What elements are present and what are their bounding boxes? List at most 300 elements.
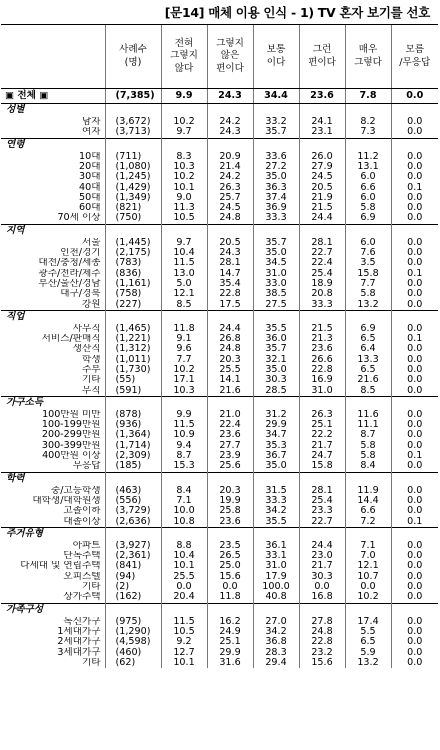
empty-cell bbox=[345, 527, 391, 541]
value-cell: 7.7 bbox=[161, 355, 207, 365]
table-row bbox=[1, 551, 438, 561]
sample-size: (836) bbox=[105, 269, 161, 279]
value-cell: 25.5 bbox=[207, 365, 253, 375]
table-row bbox=[1, 386, 438, 397]
value-cell: 23.0 bbox=[299, 551, 345, 561]
row-label: 주부 bbox=[81, 364, 101, 375]
value-cell: 23.9 bbox=[207, 451, 253, 461]
empty-cell bbox=[253, 224, 299, 238]
value-cell: 0.0 bbox=[391, 279, 438, 289]
table-row bbox=[1, 334, 438, 344]
table-row bbox=[1, 162, 438, 172]
empty-cell bbox=[345, 138, 391, 152]
table-row bbox=[1, 324, 438, 334]
value-cell: 7.6 bbox=[345, 248, 391, 258]
value-cell: 24.3 bbox=[207, 127, 253, 138]
value-cell: 9.7 bbox=[161, 127, 207, 138]
table-row bbox=[1, 152, 438, 162]
sample-size: (2,309) bbox=[105, 451, 161, 461]
row-label: 기타 bbox=[81, 375, 101, 386]
value-cell: 25.5 bbox=[161, 572, 207, 582]
row-label: 대학생/대학원생 bbox=[32, 495, 101, 506]
row-label: 1세대가구 bbox=[57, 626, 101, 637]
value-cell: 24.5 bbox=[299, 172, 345, 182]
value-cell: 25.1 bbox=[299, 420, 345, 430]
empty-cell bbox=[253, 603, 299, 617]
value-cell: 26.3 bbox=[207, 182, 253, 192]
value-cell: 0.0 bbox=[391, 117, 438, 127]
empty-cell bbox=[391, 224, 438, 238]
sample-size: (1,221) bbox=[105, 334, 161, 344]
value-cell: 24.3 bbox=[207, 248, 253, 258]
row-label: 기타 bbox=[81, 581, 101, 593]
value-cell: 11.1 bbox=[345, 420, 391, 430]
value-cell: 35.7 bbox=[253, 344, 299, 354]
empty-cell bbox=[299, 527, 345, 541]
value-cell: 10.4 bbox=[161, 551, 207, 561]
value-cell: 21.0 bbox=[207, 410, 253, 420]
value-cell: 33.3 bbox=[299, 299, 345, 310]
value-cell: 0.0 bbox=[391, 365, 438, 375]
sample-size: (1,290) bbox=[105, 627, 161, 637]
value-cell: 0.1 bbox=[391, 269, 438, 279]
value-cell: 9.4 bbox=[161, 441, 207, 451]
value-cell: 27.0 bbox=[253, 617, 299, 627]
empty-cell bbox=[345, 472, 391, 486]
value-cell: 7.3 bbox=[345, 127, 391, 138]
value-cell: 0.0 bbox=[391, 551, 438, 561]
value-cell: 6.5 bbox=[345, 637, 391, 647]
value-cell: 10.3 bbox=[161, 162, 207, 172]
value-cell: 37.4 bbox=[253, 193, 299, 203]
value-cell: 8.8 bbox=[161, 541, 207, 551]
sample-size: (1,445) bbox=[105, 238, 161, 248]
table-row bbox=[1, 375, 438, 385]
table-body bbox=[1, 89, 438, 669]
row-label: 400만원 이상 bbox=[42, 451, 101, 462]
table-row bbox=[1, 617, 438, 627]
section-header-row bbox=[1, 138, 438, 152]
value-cell: 28.3 bbox=[253, 647, 299, 657]
value-cell: 10.1 bbox=[161, 658, 207, 668]
sample-size: (1,312) bbox=[105, 344, 161, 354]
value-cell: 15.6 bbox=[207, 572, 253, 582]
row-label: 기타 bbox=[81, 657, 101, 668]
value-cell: 35.7 bbox=[253, 127, 299, 138]
value-cell: 13.2 bbox=[345, 658, 391, 668]
sample-size: (1,364) bbox=[105, 430, 161, 440]
sample-size: (841) bbox=[105, 561, 161, 571]
sample-size: (1,349) bbox=[105, 193, 161, 203]
value-cell: 6.0 bbox=[345, 172, 391, 182]
value-cell: 0.0 bbox=[391, 258, 438, 268]
value-cell: 0.0 bbox=[391, 582, 438, 592]
value-cell: 0.0 bbox=[391, 410, 438, 420]
value-cell: 21.6 bbox=[345, 375, 391, 385]
value-cell: 22.4 bbox=[299, 258, 345, 268]
value-cell: 0.0 bbox=[391, 461, 438, 472]
value-cell: 20.8 bbox=[299, 289, 345, 299]
empty-cell bbox=[105, 396, 161, 410]
total-value: 34.4 bbox=[253, 89, 299, 104]
value-cell: 7.7 bbox=[345, 279, 391, 289]
empty-cell bbox=[391, 603, 438, 617]
value-cell: 16.9 bbox=[299, 375, 345, 385]
value-cell: 31.0 bbox=[253, 561, 299, 571]
value-cell: 0.0 bbox=[161, 582, 207, 592]
header-row bbox=[1, 25, 438, 89]
row-label: 아파트 bbox=[72, 540, 101, 551]
table-row bbox=[1, 117, 438, 127]
value-cell: 22.8 bbox=[207, 289, 253, 299]
table-row bbox=[1, 410, 438, 420]
value-cell: 8.3 bbox=[161, 152, 207, 162]
table-row bbox=[1, 344, 438, 354]
value-cell: 0.1 bbox=[391, 451, 438, 461]
value-cell: 27.5 bbox=[253, 299, 299, 310]
row-label: 2세대가구 bbox=[57, 637, 101, 648]
value-cell: 16.8 bbox=[299, 592, 345, 603]
table-row bbox=[1, 637, 438, 647]
sample-size: (463) bbox=[105, 486, 161, 496]
value-cell: 5.9 bbox=[345, 647, 391, 657]
value-cell: 25.6 bbox=[207, 461, 253, 472]
sample-size: (783) bbox=[105, 258, 161, 268]
sample-size: (1,080) bbox=[105, 162, 161, 172]
value-cell: 10.4 bbox=[161, 248, 207, 258]
empty-cell bbox=[253, 472, 299, 486]
value-cell: 23.3 bbox=[299, 506, 345, 516]
row-label: 20대 bbox=[79, 161, 101, 172]
value-cell: 7.0 bbox=[345, 551, 391, 561]
value-cell: 11.2 bbox=[345, 152, 391, 162]
sample-size: (711) bbox=[105, 152, 161, 162]
value-cell: 6.5 bbox=[345, 334, 391, 344]
value-cell: 0.0 bbox=[391, 324, 438, 334]
empty-cell bbox=[105, 310, 161, 324]
value-cell: 0.0 bbox=[299, 582, 345, 592]
section-title: 가족구성 bbox=[1, 603, 105, 617]
value-cell: 16.2 bbox=[207, 617, 253, 627]
value-cell: 8.5 bbox=[161, 299, 207, 310]
value-cell: 27.2 bbox=[253, 162, 299, 172]
value-cell: 100.0 bbox=[253, 582, 299, 592]
empty-cell bbox=[299, 224, 345, 238]
value-cell: 0.0 bbox=[391, 152, 438, 162]
section-header-row bbox=[1, 603, 438, 617]
value-cell: 8.4 bbox=[161, 486, 207, 496]
value-cell: 23.6 bbox=[207, 517, 253, 528]
value-cell: 19.9 bbox=[207, 496, 253, 506]
table-row bbox=[1, 517, 438, 528]
sample-size: (556) bbox=[105, 496, 161, 506]
value-cell: 0.0 bbox=[391, 203, 438, 213]
sample-size: (2,175) bbox=[105, 248, 161, 258]
value-cell: 0.0 bbox=[207, 582, 253, 592]
empty-cell bbox=[105, 104, 161, 118]
empty-cell bbox=[105, 472, 161, 486]
value-cell: 9.2 bbox=[161, 637, 207, 647]
table-row bbox=[1, 572, 438, 582]
sample-size: (1,714) bbox=[105, 441, 161, 451]
value-cell: 24.7 bbox=[299, 451, 345, 461]
value-cell: 18.9 bbox=[299, 279, 345, 289]
value-cell: 10.0 bbox=[161, 506, 207, 516]
empty-cell bbox=[253, 138, 299, 152]
table-row bbox=[1, 182, 438, 192]
value-cell: 25.7 bbox=[207, 193, 253, 203]
row-label: 강원 bbox=[81, 299, 101, 310]
section-title: 주거유형 bbox=[1, 527, 105, 541]
sample-size: (62) bbox=[105, 658, 161, 668]
value-cell: 5.8 bbox=[345, 441, 391, 451]
table-row bbox=[1, 203, 438, 213]
table-row bbox=[1, 299, 438, 310]
empty-cell bbox=[253, 527, 299, 541]
table-row bbox=[1, 647, 438, 657]
value-cell: 33.3 bbox=[253, 213, 299, 224]
value-cell: 9.1 bbox=[161, 334, 207, 344]
value-cell: 11.3 bbox=[161, 203, 207, 213]
value-cell: 0.1 bbox=[391, 182, 438, 192]
value-cell: 5.0 bbox=[161, 279, 207, 289]
section-header-row bbox=[1, 104, 438, 118]
value-cell: 26.8 bbox=[207, 334, 253, 344]
value-cell: 0.0 bbox=[391, 486, 438, 496]
empty-cell bbox=[345, 224, 391, 238]
value-cell: 31.0 bbox=[253, 269, 299, 279]
value-cell: 11.6 bbox=[345, 410, 391, 420]
value-cell: 0.0 bbox=[391, 238, 438, 248]
row-label: 대전/충청/세종 bbox=[38, 258, 101, 269]
value-cell: 21.7 bbox=[299, 441, 345, 451]
value-cell: 34.7 bbox=[253, 430, 299, 440]
value-cell: 0.0 bbox=[391, 127, 438, 138]
value-cell: 0.0 bbox=[345, 582, 391, 592]
empty-cell bbox=[391, 396, 438, 410]
row-label: 서비스/판매직 bbox=[41, 334, 101, 345]
value-cell: 0.0 bbox=[391, 572, 438, 582]
value-cell: 6.0 bbox=[345, 193, 391, 203]
value-cell: 22.2 bbox=[299, 430, 345, 440]
value-cell: 35.0 bbox=[253, 365, 299, 375]
empty-cell bbox=[299, 104, 345, 118]
table-row bbox=[1, 127, 438, 138]
empty-cell bbox=[161, 603, 207, 617]
empty-cell bbox=[345, 104, 391, 118]
table-row bbox=[1, 541, 438, 551]
value-cell: 0.0 bbox=[391, 172, 438, 182]
row-label: 100만원 미만 bbox=[42, 409, 101, 420]
empty-cell bbox=[299, 396, 345, 410]
value-cell: 28.1 bbox=[207, 258, 253, 268]
row-label: 10대 bbox=[79, 151, 101, 162]
value-cell: 36.3 bbox=[253, 182, 299, 192]
table-row bbox=[1, 658, 438, 668]
value-cell: 10.2 bbox=[345, 592, 391, 603]
value-cell: 12.1 bbox=[161, 289, 207, 299]
value-cell: 0.0 bbox=[391, 637, 438, 647]
row-label: 단독주택 bbox=[63, 551, 101, 562]
total-value: 7.8 bbox=[345, 89, 391, 104]
value-cell: 33.1 bbox=[253, 551, 299, 561]
table-row bbox=[1, 365, 438, 375]
value-cell: 13.1 bbox=[345, 162, 391, 172]
value-cell: 31.5 bbox=[253, 486, 299, 496]
table-row bbox=[1, 355, 438, 365]
value-cell: 23.5 bbox=[207, 541, 253, 551]
sample-size: (3,729) bbox=[105, 506, 161, 516]
value-cell: 6.5 bbox=[345, 365, 391, 375]
empty-cell bbox=[161, 310, 207, 324]
section-header-row bbox=[1, 224, 438, 238]
value-cell: 25.4 bbox=[299, 496, 345, 506]
row-label: 독신가구 bbox=[63, 616, 101, 627]
empty-cell bbox=[299, 472, 345, 486]
empty-cell bbox=[207, 104, 253, 118]
row-label: 100-199만원 bbox=[41, 420, 101, 431]
value-cell: 0.0 bbox=[391, 386, 438, 397]
value-cell: 6.9 bbox=[345, 213, 391, 224]
value-cell: 29.9 bbox=[253, 420, 299, 430]
sample-size: (1,245) bbox=[105, 172, 161, 182]
empty-cell bbox=[391, 104, 438, 118]
table-row bbox=[1, 451, 438, 461]
empty-cell bbox=[105, 603, 161, 617]
value-cell: 0.0 bbox=[391, 344, 438, 354]
value-cell: 35.4 bbox=[207, 279, 253, 289]
empty-cell bbox=[345, 396, 391, 410]
row-label: 여자 bbox=[81, 127, 101, 138]
value-cell: 0.0 bbox=[391, 299, 438, 310]
value-cell: 24.9 bbox=[207, 627, 253, 637]
value-cell: 13.0 bbox=[161, 269, 207, 279]
value-cell: 21.5 bbox=[299, 324, 345, 334]
value-cell: 10.8 bbox=[161, 517, 207, 528]
value-cell: 0.0 bbox=[391, 193, 438, 203]
value-cell: 13.2 bbox=[345, 299, 391, 310]
empty-cell bbox=[161, 472, 207, 486]
sample-size: (3,713) bbox=[105, 127, 161, 138]
value-cell: 38.5 bbox=[253, 289, 299, 299]
table-row bbox=[1, 461, 438, 472]
empty-cell bbox=[299, 603, 345, 617]
value-cell: 24.1 bbox=[299, 117, 345, 127]
value-cell: 10.5 bbox=[161, 213, 207, 224]
empty-cell bbox=[253, 310, 299, 324]
empty-cell bbox=[105, 527, 161, 541]
value-cell: 15.6 bbox=[299, 658, 345, 668]
row-label: 사무직 bbox=[72, 323, 101, 334]
sample-size: (975) bbox=[105, 617, 161, 627]
empty-cell bbox=[253, 396, 299, 410]
value-cell: 33.0 bbox=[253, 279, 299, 289]
value-cell: 5.8 bbox=[345, 451, 391, 461]
empty-cell bbox=[391, 310, 438, 324]
value-cell: 20.5 bbox=[299, 182, 345, 192]
total-value: 23.6 bbox=[299, 89, 345, 104]
value-cell: 17.5 bbox=[207, 299, 253, 310]
value-cell: 0.0 bbox=[391, 441, 438, 451]
value-cell: 9.0 bbox=[161, 193, 207, 203]
sample-size: (750) bbox=[105, 213, 161, 224]
value-cell: 10.7 bbox=[345, 572, 391, 582]
row-label: 남자 bbox=[81, 117, 101, 128]
value-cell: 27.8 bbox=[299, 617, 345, 627]
value-cell: 15.3 bbox=[161, 461, 207, 472]
value-cell: 0.0 bbox=[391, 592, 438, 603]
empty-cell bbox=[207, 310, 253, 324]
value-cell: 8.2 bbox=[345, 117, 391, 127]
value-cell: 10.2 bbox=[161, 172, 207, 182]
row-label: 30대 bbox=[79, 172, 101, 183]
value-cell: 21.4 bbox=[207, 162, 253, 172]
value-cell: 35.5 bbox=[253, 517, 299, 528]
value-cell: 6.6 bbox=[345, 182, 391, 192]
section-header-row bbox=[1, 396, 438, 410]
row-label: 대구/경북 bbox=[60, 289, 101, 300]
value-cell: 8.7 bbox=[345, 430, 391, 440]
value-cell: 17.4 bbox=[345, 617, 391, 627]
value-cell: 10.2 bbox=[161, 365, 207, 375]
row-label: 무직 bbox=[81, 385, 101, 396]
value-cell: 34.2 bbox=[253, 627, 299, 637]
value-cell: 36.1 bbox=[253, 541, 299, 551]
row-label: 60대 bbox=[79, 203, 101, 214]
value-cell: 10.2 bbox=[161, 117, 207, 127]
sample-size: (1,011) bbox=[105, 355, 161, 365]
table-row bbox=[1, 582, 438, 592]
value-cell: 24.8 bbox=[299, 627, 345, 637]
value-cell: 7.1 bbox=[161, 496, 207, 506]
table-row bbox=[1, 213, 438, 224]
value-cell: 10.1 bbox=[161, 182, 207, 192]
sample-size: (227) bbox=[105, 299, 161, 310]
value-cell: 20.5 bbox=[207, 238, 253, 248]
header-corner bbox=[1, 25, 105, 89]
value-cell: 35.7 bbox=[253, 238, 299, 248]
sample-size: (94) bbox=[105, 572, 161, 582]
sample-size: (2) bbox=[105, 582, 161, 592]
value-cell: 36.0 bbox=[253, 334, 299, 344]
total-value: 9.9 bbox=[161, 89, 207, 104]
value-cell: 20.9 bbox=[207, 152, 253, 162]
value-cell: 29.9 bbox=[207, 647, 253, 657]
row-label: 광주/전라/제주 bbox=[38, 268, 101, 279]
section-title: 학력 bbox=[1, 472, 105, 486]
page-title: [문14] 매체 이용 인식 - 1) TV 혼자 보기를 선호 bbox=[164, 5, 430, 20]
table-row bbox=[1, 172, 438, 182]
value-cell: 0.0 bbox=[391, 627, 438, 637]
value-cell: 9.9 bbox=[161, 410, 207, 420]
value-cell: 11.8 bbox=[207, 592, 253, 603]
value-cell: 31.0 bbox=[299, 386, 345, 397]
empty-cell bbox=[345, 310, 391, 324]
empty-cell bbox=[207, 224, 253, 238]
value-cell: 11.5 bbox=[161, 258, 207, 268]
value-cell: 28.1 bbox=[299, 486, 345, 496]
value-cell: 6.0 bbox=[345, 238, 391, 248]
value-cell: 35.0 bbox=[253, 461, 299, 472]
value-cell: 29.4 bbox=[253, 658, 299, 668]
column-header: 전혀 그렇지 않다 bbox=[161, 25, 207, 89]
sample-size: (878) bbox=[105, 410, 161, 420]
value-cell: 28.5 bbox=[253, 386, 299, 397]
value-cell: 8.7 bbox=[161, 451, 207, 461]
value-cell: 11.8 bbox=[161, 324, 207, 334]
table-row bbox=[1, 269, 438, 279]
row-label: 학생 bbox=[81, 354, 101, 365]
